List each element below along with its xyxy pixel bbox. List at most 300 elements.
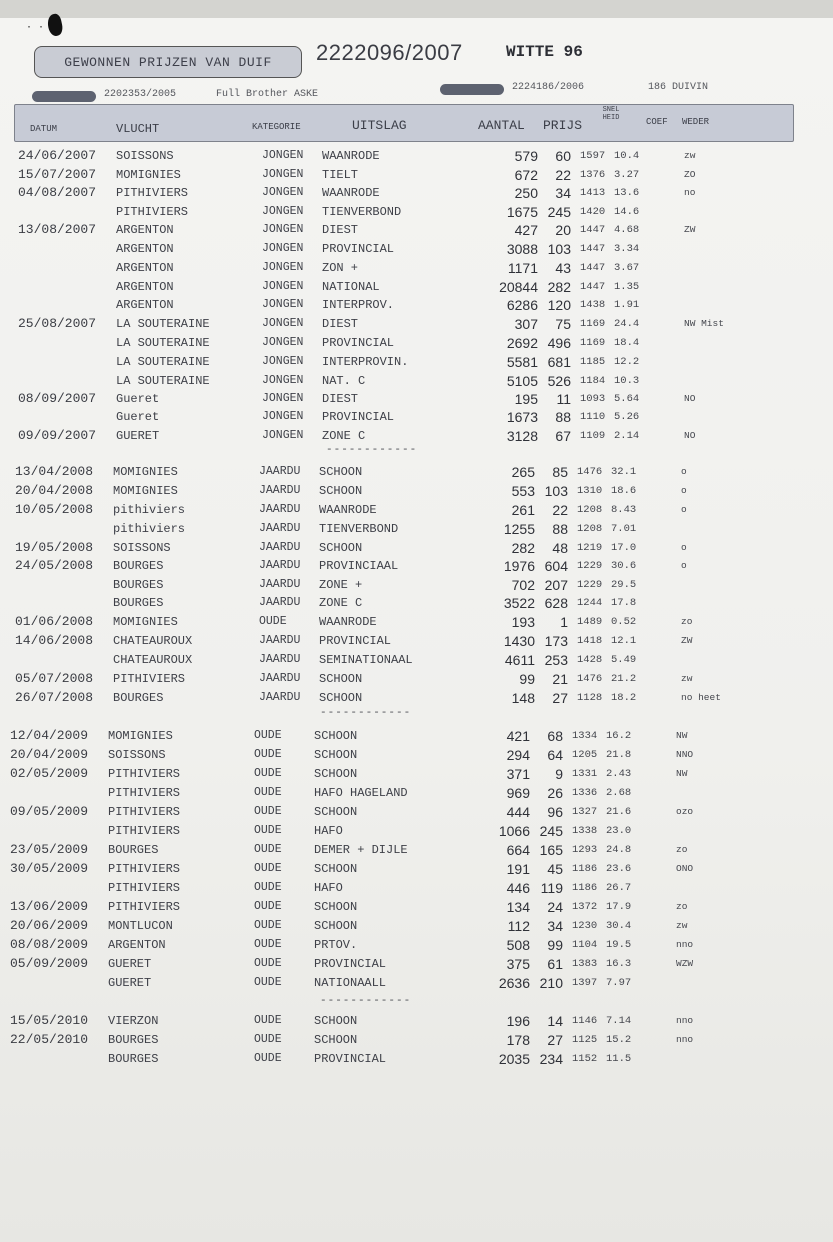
cell-place: MONTLUCON xyxy=(108,919,173,933)
cell-cat: OUDE xyxy=(254,786,282,799)
cell-place: ARGENTON xyxy=(116,242,174,256)
cell-prijs: 604 xyxy=(544,558,568,574)
cell-speed: 1372 xyxy=(572,901,598,913)
cell-speed: 1331 xyxy=(572,768,598,780)
cell-aantal: 371 xyxy=(506,766,530,782)
cell-coef: 8.43 xyxy=(611,504,637,516)
cell-date: 09/05/2009 xyxy=(10,804,89,819)
cell-aantal: 5581 xyxy=(506,354,538,370)
cell-speed: 1152 xyxy=(572,1053,598,1065)
cell-date: 15/05/2010 xyxy=(10,1013,89,1028)
cell-coef: 21.2 xyxy=(611,673,637,685)
cell-wind: NW xyxy=(676,768,688,779)
cell-aantal: 579 xyxy=(514,148,538,164)
cell-aantal: 427 xyxy=(514,222,538,238)
cell-place: BOURGES xyxy=(113,578,164,592)
cell-result: SCHOON xyxy=(319,465,363,479)
cell-speed: 1169 xyxy=(580,337,606,349)
cell-speed: 1438 xyxy=(580,299,606,311)
cell-date: 09/09/2007 xyxy=(18,428,97,443)
cell-place: GUERET xyxy=(116,429,160,443)
cell-aantal: 2692 xyxy=(506,335,538,351)
cell-cat: OUDE xyxy=(254,957,282,970)
cell-prijs: 60 xyxy=(555,148,571,164)
cell-prijs: 34 xyxy=(555,185,571,201)
cell-cat: OUDE xyxy=(254,748,282,761)
cell-result: SCHOON xyxy=(319,672,363,686)
cell-prijs: 210 xyxy=(539,975,563,991)
cell-aantal: 5105 xyxy=(506,373,538,389)
cell-prijs: 88 xyxy=(552,521,568,537)
cell-aantal: 3522 xyxy=(503,595,535,611)
column-header-prijs: PRIJS xyxy=(543,118,583,133)
cell-date: 05/07/2008 xyxy=(15,671,94,686)
cell-speed: 1229 xyxy=(577,579,603,591)
cell-coef: 19.5 xyxy=(606,939,632,951)
section-separator: ------------ xyxy=(320,707,412,719)
cell-prijs: 27 xyxy=(552,690,568,706)
cell-coef: 30.6 xyxy=(611,560,637,572)
cell-place: PITHIVIERS xyxy=(116,186,189,200)
cell-coef: 3.34 xyxy=(614,243,640,255)
cell-aantal: 20844 xyxy=(499,279,538,295)
cell-result: PROVINCIAL xyxy=(322,410,395,424)
cell-result: SCHOON xyxy=(314,862,358,876)
cell-speed: 1186 xyxy=(572,882,598,894)
cell-place: PITHIVIERS xyxy=(108,824,181,838)
cell-aantal: 261 xyxy=(511,502,535,518)
cell-place: PITHIVIERS xyxy=(108,767,181,781)
cell-coef: 5.26 xyxy=(614,411,640,423)
cell-speed: 1489 xyxy=(577,616,603,628)
cell-result: TIENVERBOND xyxy=(319,522,399,536)
cell-place: PITHIVIERS xyxy=(113,672,186,686)
cell-prijs: 43 xyxy=(555,260,571,276)
cell-date: 23/05/2009 xyxy=(10,842,89,857)
cell-place: GUERET xyxy=(108,957,152,971)
cell-cat: OUDE xyxy=(254,938,282,951)
column-header-aantal: AANTAL xyxy=(478,118,525,133)
cell-aantal: 446 xyxy=(506,880,530,896)
cell-prijs: 173 xyxy=(544,633,568,649)
cell-aantal: 195 xyxy=(514,391,538,407)
cell-result: SCHOON xyxy=(314,900,358,914)
cell-cat: JONGEN xyxy=(262,336,304,349)
cell-result: PROVINCIAL xyxy=(314,1052,387,1066)
cell-prijs: 68 xyxy=(547,728,563,744)
cell-place: MOMIGNIES xyxy=(113,615,178,629)
cell-place: ARGENTON xyxy=(116,261,174,275)
cell-wind: nno xyxy=(676,939,694,950)
cell-date: 08/09/2007 xyxy=(18,391,97,406)
cell-prijs: 20 xyxy=(555,222,571,238)
cell-cat: JAARDU xyxy=(259,672,301,685)
cell-coef: 18.6 xyxy=(611,485,637,497)
cell-cat: JAARDU xyxy=(259,503,301,516)
cell-speed: 1418 xyxy=(577,635,603,647)
cell-aantal: 134 xyxy=(506,899,530,915)
cell-place: PITHIVIERS xyxy=(108,862,181,876)
cell-speed: 1376 xyxy=(580,169,606,181)
cell-cat: JONGEN xyxy=(262,242,304,255)
cell-result: INTERPROV. xyxy=(322,298,395,312)
cell-result: TIELT xyxy=(322,168,359,182)
cell-speed: 1327 xyxy=(572,806,598,818)
cell-aantal: 664 xyxy=(506,842,530,858)
cell-result: ZONE C xyxy=(322,429,366,443)
cell-speed: 1186 xyxy=(572,863,598,875)
cell-place: MOMIGNIES xyxy=(108,729,173,743)
cell-speed: 1110 xyxy=(580,411,606,423)
paper-top-edge xyxy=(0,0,833,18)
cell-cat: JONGEN xyxy=(262,280,304,293)
cell-cat: OUDE xyxy=(254,729,282,742)
cell-cat: JAARDU xyxy=(259,691,301,704)
cell-wind: o xyxy=(681,466,687,477)
cell-result: SCHOON xyxy=(319,484,363,498)
cell-prijs: 24 xyxy=(547,899,563,915)
cell-result: WAANRODE xyxy=(322,186,380,200)
cell-cat: JONGEN xyxy=(262,298,304,311)
cell-cat: OUDE xyxy=(254,919,282,932)
cell-result: PROVINCIAL xyxy=(322,336,395,350)
cell-coef: 21.8 xyxy=(606,749,632,761)
cell-aantal: 1066 xyxy=(498,823,530,839)
cell-result: TIENVERBOND xyxy=(322,205,402,219)
cell-wind: nno xyxy=(676,1034,694,1045)
cell-result: SCHOON xyxy=(314,1014,358,1028)
cell-prijs: 119 xyxy=(540,880,563,896)
cell-result: SCHOON xyxy=(319,691,363,705)
cell-wind: ZO xyxy=(684,169,696,180)
cell-cat: OUDE xyxy=(254,900,282,913)
cell-place: BOURGES xyxy=(108,1033,159,1047)
cell-aantal: 969 xyxy=(506,785,530,801)
cell-result: SCHOON xyxy=(314,748,358,762)
cell-wind: WZW xyxy=(676,958,694,969)
cell-wind: NW xyxy=(676,730,688,741)
cell-coef: 10.3 xyxy=(614,375,640,387)
cell-coef: 30.4 xyxy=(606,920,632,932)
cell-result: DIEST xyxy=(322,223,359,237)
section-separator: ------------ xyxy=(326,444,418,456)
cell-cat: JONGEN xyxy=(262,186,304,199)
cell-coef: 18.4 xyxy=(614,337,640,349)
cell-wind: zw xyxy=(684,150,696,161)
cell-result: HAFO xyxy=(314,824,343,838)
cell-place: SOISSONS xyxy=(108,748,166,762)
cell-speed: 1185 xyxy=(580,356,606,368)
cell-coef: 12.2 xyxy=(614,356,640,368)
cell-coef: 14.6 xyxy=(614,206,640,218)
cell-place: Gueret xyxy=(116,410,160,424)
cell-cat: JONGEN xyxy=(262,261,304,274)
cell-result: WAANRODE xyxy=(322,149,380,163)
cell-wind: ZW xyxy=(681,635,693,646)
father-ring: 2202353/2005 xyxy=(104,89,177,100)
cell-date: 05/09/2009 xyxy=(10,956,89,971)
cell-coef: 1.91 xyxy=(614,299,640,311)
cell-cat: JAARDU xyxy=(259,578,301,591)
cell-result: PRTOV. xyxy=(314,938,358,952)
cell-cat: OUDE xyxy=(254,1014,282,1027)
cell-aantal: 282 xyxy=(511,540,535,556)
cell-coef: 2.14 xyxy=(614,430,640,442)
cell-prijs: 1 xyxy=(560,614,568,630)
cell-coef: 13.6 xyxy=(614,187,640,199)
cell-coef: 7.97 xyxy=(606,977,632,989)
cell-aantal: 702 xyxy=(511,577,535,593)
cell-aantal: 553 xyxy=(511,483,535,499)
cell-prijs: 103 xyxy=(547,241,571,257)
cell-aantal: 112 xyxy=(507,918,530,934)
cell-prijs: 26 xyxy=(547,785,563,801)
cell-aantal: 375 xyxy=(506,956,530,972)
cell-aantal: 444 xyxy=(506,804,530,820)
cell-prijs: 234 xyxy=(539,1051,563,1067)
cell-cat: JONGEN xyxy=(262,168,304,181)
cell-place: PITHIVIERS xyxy=(116,205,189,219)
cell-cat: JAARDU xyxy=(259,541,301,554)
cell-speed: 1244 xyxy=(577,597,603,609)
cell-prijs: 103 xyxy=(544,483,568,499)
cell-cat: JONGEN xyxy=(262,374,304,387)
cell-wind: NO xyxy=(684,430,696,441)
cell-place: SOISSONS xyxy=(113,541,171,555)
cell-cat: OUDE xyxy=(254,805,282,818)
cell-cat: OUDE xyxy=(254,824,282,837)
column-header-kategorie: KATEGORIE xyxy=(252,122,301,132)
cell-prijs: 34 xyxy=(547,918,563,934)
cell-speed: 1230 xyxy=(572,920,598,932)
cell-aantal: 193 xyxy=(511,614,535,630)
cell-speed: 1447 xyxy=(580,262,606,274)
cell-speed: 1397 xyxy=(572,977,598,989)
cell-coef: 23.6 xyxy=(606,863,632,875)
cell-result: ZONE + xyxy=(319,578,363,592)
cell-result: ZONE C xyxy=(319,596,363,610)
cell-place: VIERZON xyxy=(108,1014,159,1028)
cell-place: LA SOUTERAINE xyxy=(116,355,210,369)
cell-coef: 21.6 xyxy=(606,806,632,818)
cell-wind: nno xyxy=(676,1015,694,1026)
cell-wind: ONO xyxy=(676,863,694,874)
cell-place: PITHIVIERS xyxy=(108,881,181,895)
cell-speed: 1336 xyxy=(572,787,598,799)
column-header-coef: COEF xyxy=(646,117,668,127)
cell-place: PITHIVIERS xyxy=(108,786,181,800)
cell-wind: zo xyxy=(676,844,688,855)
cell-speed: 1205 xyxy=(572,749,598,761)
cell-aantal: 1255 xyxy=(503,521,535,537)
cell-prijs: 253 xyxy=(544,652,568,668)
mother-badge xyxy=(440,84,504,95)
cell-prijs: 245 xyxy=(547,204,571,220)
cell-date: 20/04/2009 xyxy=(10,747,89,762)
cell-speed: 1310 xyxy=(577,485,603,497)
cell-cat: JONGEN xyxy=(262,205,304,218)
cell-prijs: 14 xyxy=(547,1013,563,1029)
cell-cat: JAARDU xyxy=(259,484,301,497)
cell-date: 10/05/2008 xyxy=(15,502,94,517)
cell-date: 19/05/2008 xyxy=(15,540,94,555)
cell-place: LA SOUTERAINE xyxy=(116,317,210,331)
cell-place: ARGENTON xyxy=(108,938,166,952)
cell-coef: 0.52 xyxy=(611,616,637,628)
column-header-snelheid: SNEL HEID xyxy=(602,106,620,122)
cell-speed: 1146 xyxy=(572,1015,598,1027)
cell-prijs: 22 xyxy=(552,502,568,518)
cell-date: 02/05/2009 xyxy=(10,766,89,781)
cell-cat: OUDE xyxy=(254,1033,282,1046)
cell-coef: 2.68 xyxy=(606,787,632,799)
cell-date: 04/08/2007 xyxy=(18,185,97,200)
cell-speed: 1413 xyxy=(580,187,606,199)
cell-place: BOURGES xyxy=(113,559,164,573)
cell-cat: OUDE xyxy=(254,976,282,989)
cell-cat: JAARDU xyxy=(259,653,301,666)
cell-aantal: 1171 xyxy=(507,260,538,276)
cell-prijs: 628 xyxy=(544,595,568,611)
cell-coef: 17.0 xyxy=(611,542,637,554)
cell-aantal: 1430 xyxy=(503,633,535,649)
cell-wind: o xyxy=(681,560,687,571)
cell-aantal: 6286 xyxy=(506,297,538,313)
cell-aantal: 2636 xyxy=(498,975,530,991)
cell-date: 01/06/2008 xyxy=(15,614,94,629)
cell-place: PITHIVIERS xyxy=(108,805,181,819)
cell-speed: 1420 xyxy=(580,206,606,218)
cell-wind: zw xyxy=(681,673,693,684)
document-title: GEWONNEN PRIJZEN VAN DUIF xyxy=(34,46,302,78)
cell-prijs: 99 xyxy=(547,937,563,953)
cell-result: NATIONAALL xyxy=(314,976,387,990)
cell-prijs: 85 xyxy=(552,464,568,480)
cell-coef: 32.1 xyxy=(611,466,637,478)
cell-result: SCHOON xyxy=(319,541,363,555)
cell-coef: 7.14 xyxy=(606,1015,632,1027)
cell-result: ZON + xyxy=(322,261,359,275)
cell-aantal: 3088 xyxy=(506,241,538,257)
cell-wind: NNO xyxy=(676,749,694,760)
cell-wind: zo xyxy=(676,901,688,912)
cell-date: 22/05/2010 xyxy=(10,1032,89,1047)
cell-result: SCHOON xyxy=(314,767,358,781)
cell-coef: 12.1 xyxy=(611,635,637,647)
cell-coef: 16.3 xyxy=(606,958,632,970)
cell-prijs: 21 xyxy=(552,671,568,687)
cell-place: BOURGES xyxy=(113,691,164,705)
cell-result: PROVINCIAL xyxy=(322,242,395,256)
cell-place: ARGENTON xyxy=(116,223,174,237)
cell-result: PROVINCIAL xyxy=(314,957,387,971)
cell-aantal: 1673 xyxy=(506,409,538,425)
cell-wind: o xyxy=(681,485,687,496)
cell-speed: 1597 xyxy=(580,150,606,162)
cell-result: PROVINCIAAL xyxy=(319,559,399,573)
cell-prijs: 27 xyxy=(547,1032,563,1048)
cell-wind: NW Mist xyxy=(684,318,724,329)
cell-aantal: 191 xyxy=(506,861,530,877)
cell-prijs: 120 xyxy=(547,297,571,313)
cell-place: LA SOUTERAINE xyxy=(116,336,210,350)
cell-cat: JAARDU xyxy=(259,522,301,535)
cell-date: 08/08/2009 xyxy=(10,937,89,952)
cell-wind: o xyxy=(681,504,687,515)
cell-aantal: 1976 xyxy=(503,558,535,574)
cell-cat: JAARDU xyxy=(259,465,301,478)
cell-place: pithiviers xyxy=(113,503,186,517)
column-header-weder: WEDER xyxy=(682,117,710,127)
cell-result: SCHOON xyxy=(314,729,358,743)
cell-place: MOMIGNIES xyxy=(113,484,178,498)
cell-place: CHATEAUROUX xyxy=(113,653,193,667)
cell-cat: JONGEN xyxy=(262,392,304,405)
cell-speed: 1208 xyxy=(577,504,603,516)
cell-result: DIEST xyxy=(322,317,359,331)
cell-speed: 1169 xyxy=(580,318,606,330)
cell-date: 15/07/2007 xyxy=(18,167,97,182)
cell-speed: 1104 xyxy=(572,939,598,951)
cell-prijs: 88 xyxy=(555,409,571,425)
cell-cat: JONGEN xyxy=(262,429,304,442)
cell-place: MOMIGNIES xyxy=(113,465,178,479)
cell-coef: 16.2 xyxy=(606,730,632,742)
cell-cat: JONGEN xyxy=(262,149,304,162)
cell-aantal: 3128 xyxy=(506,428,538,444)
cell-prijs: 96 xyxy=(547,804,563,820)
cell-aantal: 672 xyxy=(514,167,538,183)
column-header-uitslag: UITSLAG xyxy=(352,118,407,133)
ink-dots: · · xyxy=(26,22,45,33)
cell-cat: JONGEN xyxy=(262,317,304,330)
cell-result: SCHOON xyxy=(314,805,358,819)
cell-prijs: 282 xyxy=(547,279,571,295)
cell-speed: 1229 xyxy=(577,560,603,572)
cell-prijs: 75 xyxy=(555,316,571,332)
pigeon-name: WITTE 96 xyxy=(506,43,583,61)
cell-speed: 1293 xyxy=(572,844,598,856)
cell-prijs: 64 xyxy=(547,747,563,763)
cell-date: 14/06/2008 xyxy=(15,633,94,648)
cell-date: 26/07/2008 xyxy=(15,690,94,705)
father-description: Full Brother ASKE xyxy=(216,89,319,100)
cell-aantal: 196 xyxy=(506,1013,530,1029)
cell-speed: 1208 xyxy=(577,523,603,535)
cell-coef: 24.8 xyxy=(606,844,632,856)
cell-prijs: 681 xyxy=(547,354,571,370)
cell-place: ARGENTON xyxy=(116,280,174,294)
cell-speed: 1383 xyxy=(572,958,598,970)
cell-speed: 1334 xyxy=(572,730,598,742)
cell-cat: JAARDU xyxy=(259,559,301,572)
cell-place: LA SOUTERAINE xyxy=(116,374,210,388)
cell-aantal: 294 xyxy=(506,747,530,763)
cell-aantal: 2035 xyxy=(498,1051,530,1067)
cell-coef: 18.2 xyxy=(611,692,637,704)
cell-aantal: 4611 xyxy=(504,652,535,668)
cell-coef: 11.5 xyxy=(606,1053,632,1065)
cell-result: WAANRODE xyxy=(319,615,377,629)
cell-wind: ozo xyxy=(676,806,694,817)
cell-cat: OUDE xyxy=(254,862,282,875)
cell-place: pithiviers xyxy=(113,522,186,536)
cell-place: ARGENTON xyxy=(116,298,174,312)
cell-cat: OUDE xyxy=(254,1052,282,1065)
father-badge xyxy=(32,91,96,102)
cell-aantal: 265 xyxy=(511,464,535,480)
cell-prijs: 61 xyxy=(547,956,563,972)
